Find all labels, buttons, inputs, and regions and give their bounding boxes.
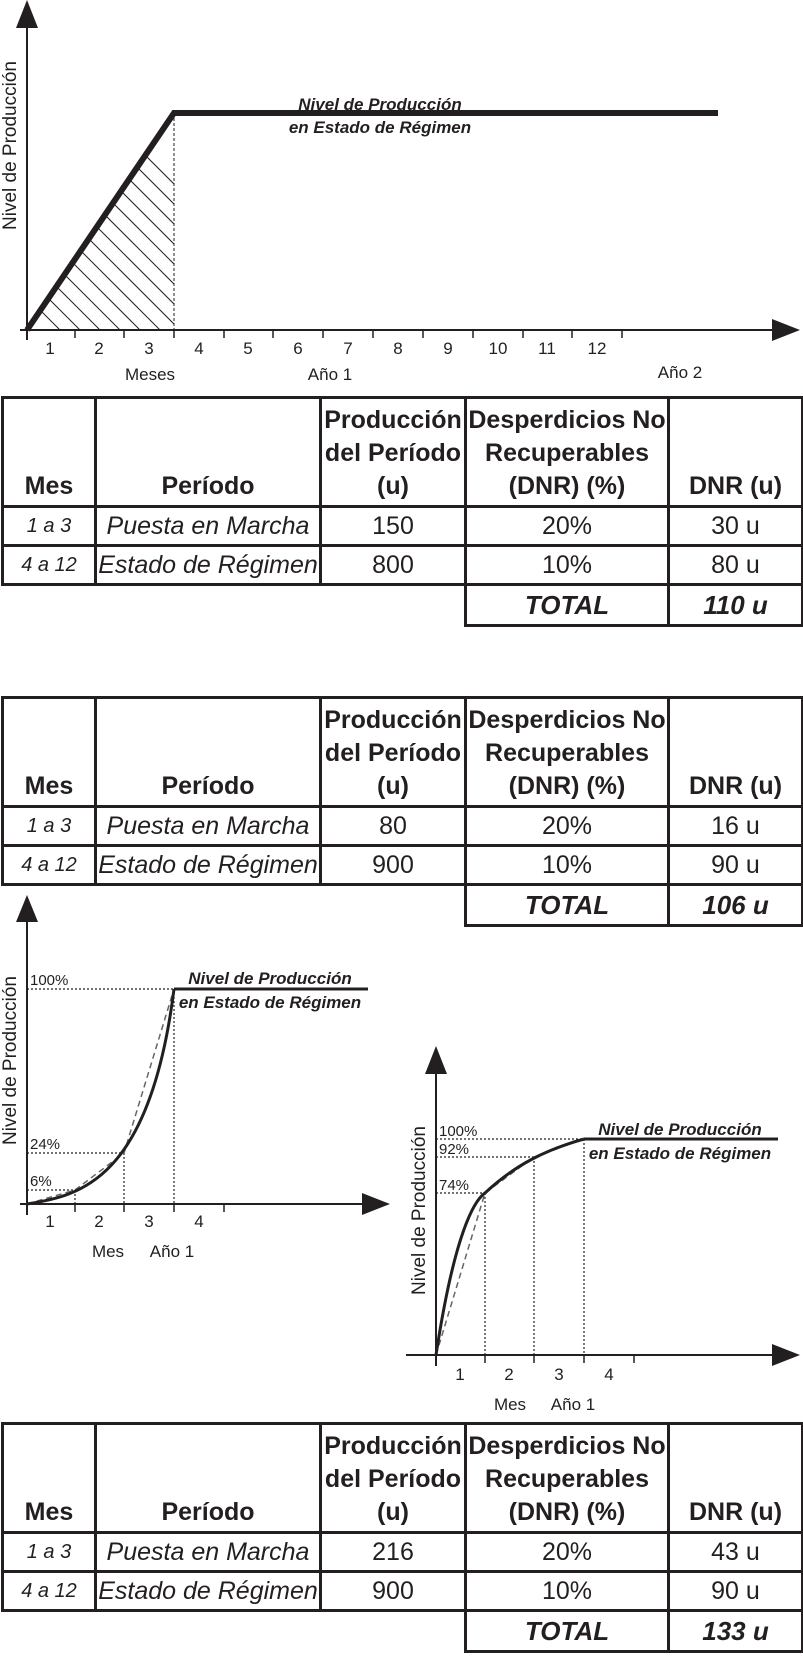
total-label: TOTAL — [466, 585, 669, 626]
table-row — [3, 507, 803, 546]
cell-dnr-pct: 10% — [466, 1572, 669, 1611]
pct-label-24: 24% — [30, 1136, 61, 1153]
header-dnr-pct — [466, 1424, 669, 1533]
header-text: (u) — [377, 472, 409, 500]
cell-dnr-u: 16 u — [669, 807, 803, 846]
cell-dnr-pct: 10% — [466, 846, 669, 885]
total-value: 106 u — [669, 885, 803, 926]
x-ticks — [75, 330, 622, 338]
callout-line-2: en Estado de Régimen — [178, 993, 362, 1012]
cell-periodo: Estado de Régimen — [96, 1572, 321, 1611]
header-text: del Período — [324, 439, 462, 467]
header-text: (DNR) (%) — [508, 772, 626, 800]
label-ano-2: Año 2 — [657, 363, 703, 382]
y-axis-label: Nivel de Producción — [409, 1126, 430, 1295]
table-row — [3, 546, 803, 585]
x-axis-arrow — [772, 1344, 800, 1366]
tick-label: 10 — [488, 339, 508, 358]
tick-label: 1 — [45, 1212, 55, 1231]
cell-dnr-u: 30 u — [669, 507, 803, 546]
callout-line-2: en Estado de Régimen — [288, 118, 472, 137]
cell-mes: 4 a 12 — [3, 846, 96, 885]
dnr-table-linear — [1, 396, 803, 627]
pct-label-100: 100% — [439, 1123, 478, 1140]
y-axis-label: Nivel de Producción — [0, 976, 21, 1145]
cell-dnr-u: 90 u — [669, 846, 803, 885]
callout-line-1: Nivel de Producción — [188, 969, 352, 988]
cell-periodo: Puesta en Marcha — [96, 507, 321, 546]
header-text: (DNR) (%) — [508, 1498, 626, 1526]
header-text: (u) — [377, 1498, 409, 1526]
secant-dashed-line — [27, 989, 174, 1204]
tick-label: 1 — [45, 339, 55, 358]
cell-mes: 1 a 3 — [3, 1533, 96, 1572]
cell-dnr-u: 90 u — [669, 1572, 803, 1611]
label-ano-1: Año 1 — [307, 365, 353, 384]
table-total-row — [3, 885, 803, 926]
x-tick-labels — [45, 339, 606, 358]
table-header-row — [3, 698, 803, 807]
cell-mes: 1 a 3 — [3, 807, 96, 846]
header-dnr-pct — [466, 698, 669, 807]
cell-mes: 4 a 12 — [3, 1572, 96, 1611]
header-text: del Período — [324, 1465, 462, 1493]
y-axis-label: Nivel de Producción — [0, 61, 21, 230]
header-mes: Mes — [3, 698, 96, 807]
production-level-line — [27, 113, 718, 330]
table-row — [3, 846, 803, 885]
x-axis-arrow — [772, 319, 800, 341]
label-mes: Mes — [493, 1395, 527, 1414]
tick-label: 3 — [554, 1365, 564, 1384]
header-mes: Mes — [3, 1424, 96, 1533]
reference-lines — [436, 1139, 584, 1355]
tick-label: 4 — [194, 339, 204, 358]
tick-label: 2 — [94, 339, 104, 358]
pct-label-100: 100% — [30, 972, 69, 989]
cell-periodo: Puesta en Marcha — [96, 807, 321, 846]
header-text: Producción — [324, 406, 462, 434]
cell-dnr-u: 43 u — [669, 1533, 803, 1572]
label-mes: Mes — [91, 1242, 125, 1261]
header-text: (DNR) (%) — [508, 472, 626, 500]
total-value: 110 u — [669, 585, 803, 626]
header-text: Desperdicios No — [468, 706, 666, 734]
header-produccion — [321, 1424, 466, 1533]
callout-line-1: Nivel de Producción — [298, 95, 462, 114]
tick-label: 4 — [604, 1365, 614, 1384]
tick-label: 2 — [94, 1212, 104, 1231]
linear-ramp-diagram — [0, 0, 803, 384]
y-axis-arrow — [16, 0, 38, 28]
cell-produccion: 900 — [321, 1572, 466, 1611]
header-text: del Período — [324, 739, 462, 767]
cell-produccion: 80 — [321, 807, 466, 846]
table-header-row — [3, 398, 803, 507]
tick-label: 3 — [144, 1212, 154, 1231]
header-dnr-pct — [466, 398, 669, 507]
cell-produccion: 150 — [321, 507, 466, 546]
header-dnr-u: DNR (u) — [669, 698, 803, 807]
concave-production-curve — [436, 1139, 584, 1355]
cell-dnr-pct: 10% — [466, 546, 669, 585]
dnr-table-concave — [1, 1422, 803, 1653]
x-axis-arrow — [362, 1193, 390, 1215]
tick-label: 12 — [587, 339, 607, 358]
dnr-table-convex — [1, 696, 803, 927]
table-row — [3, 1533, 803, 1572]
tick-label: 8 — [393, 339, 403, 358]
header-text: (u) — [377, 772, 409, 800]
header-dnr-u: DNR (u) — [669, 1424, 803, 1533]
header-text: Recuperables — [485, 439, 649, 467]
header-mes: Mes — [3, 398, 96, 507]
tick-label: 2 — [504, 1365, 514, 1384]
header-periodo: Período — [96, 398, 321, 507]
tick-label: 5 — [243, 339, 253, 358]
header-produccion — [321, 398, 466, 507]
pct-label-6: 6% — [30, 1173, 52, 1190]
cell-dnr-u: 80 u — [669, 546, 803, 585]
header-text: Recuperables — [485, 739, 649, 767]
y-axis-arrow — [425, 1046, 447, 1074]
table-total-row — [3, 585, 803, 626]
header-text: Recuperables — [485, 1465, 649, 1493]
cell-periodo: Estado de Régimen — [96, 546, 321, 585]
cell-periodo: Puesta en Marcha — [96, 1533, 321, 1572]
tick-label: 11 — [538, 339, 556, 358]
label-ano-1: Año 1 — [149, 1242, 195, 1261]
cell-mes: 1 a 3 — [3, 507, 96, 546]
table-header-row — [3, 1424, 803, 1533]
pct-label-92: 92% — [439, 1141, 470, 1158]
tick-label: 3 — [144, 339, 154, 358]
tick-label: 4 — [194, 1212, 204, 1231]
callout-line-1: Nivel de Producción — [598, 1120, 762, 1139]
convex-production-curve — [27, 989, 174, 1204]
header-text: Producción — [324, 1432, 462, 1460]
header-text: Desperdicios No — [468, 1432, 666, 1460]
tick-label: 1 — [455, 1365, 465, 1384]
total-label: TOTAL — [466, 1611, 669, 1652]
cell-dnr-pct: 20% — [466, 807, 669, 846]
header-dnr-u: DNR (u) — [669, 398, 803, 507]
total-label: TOTAL — [466, 885, 669, 926]
cell-dnr-pct: 20% — [466, 507, 669, 546]
cell-dnr-pct: 20% — [466, 1533, 669, 1572]
reference-lines — [27, 989, 174, 1204]
cell-produccion: 216 — [321, 1533, 466, 1572]
header-text: Producción — [324, 706, 462, 734]
table-row — [3, 1572, 803, 1611]
label-ano-1: Año 1 — [550, 1395, 596, 1414]
header-produccion — [321, 698, 466, 807]
callout-line-2: en Estado de Régimen — [588, 1144, 772, 1163]
tick-label: 9 — [443, 339, 453, 358]
x-ticks — [485, 1355, 634, 1363]
cell-mes: 4 a 12 — [3, 546, 96, 585]
label-meses: Meses — [124, 365, 176, 384]
pct-label-74: 74% — [439, 1177, 470, 1194]
total-value: 133 u — [669, 1611, 803, 1652]
header-text: Desperdicios No — [468, 406, 666, 434]
header-periodo: Período — [96, 698, 321, 807]
cell-produccion: 800 — [321, 546, 466, 585]
secant-dashed-line — [436, 1139, 584, 1355]
cell-periodo: Estado de Régimen — [96, 846, 321, 885]
table-row — [3, 807, 803, 846]
x-ticks — [75, 1204, 224, 1212]
header-periodo: Período — [96, 1424, 321, 1533]
tick-label: 6 — [293, 339, 303, 358]
cell-produccion: 900 — [321, 846, 466, 885]
table-total-row — [3, 1611, 803, 1652]
tick-label: 7 — [343, 339, 353, 358]
